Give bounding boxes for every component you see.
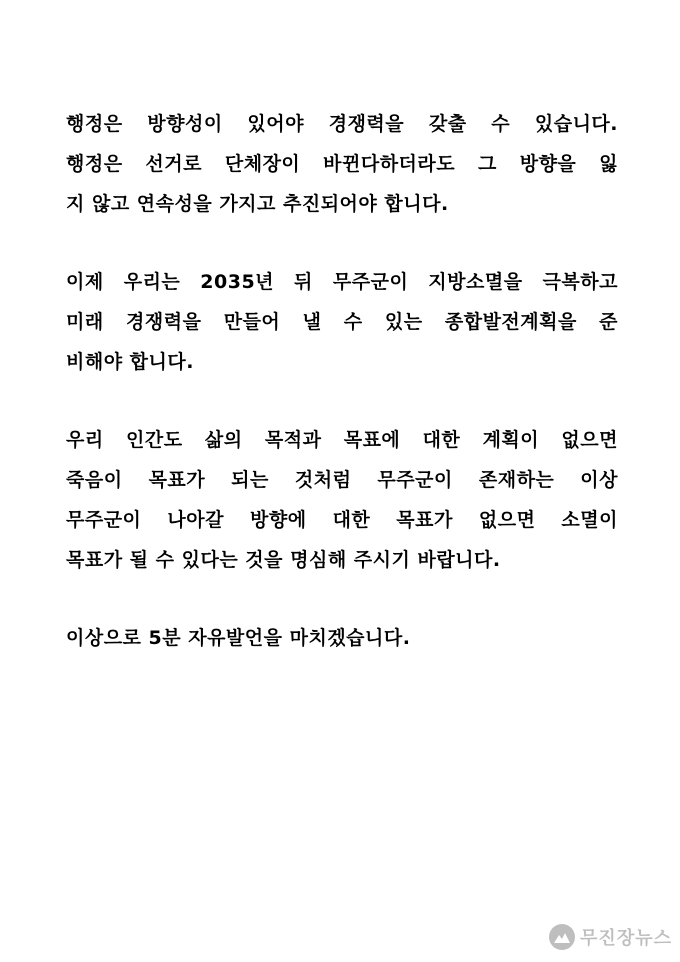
paragraph-line: 목표가 될 수 있다는 것을 명심해 주시기 바랍니다. <box>66 549 501 571</box>
paragraph-1 <box>66 104 618 224</box>
paragraph-gap <box>66 224 618 262</box>
paragraph-line: 미래 경쟁력을 만들어 낼 수 있는 종합발전계획을 준 <box>66 311 618 333</box>
paragraph-line: 죽음이 목표가 되는 것처럼 무주군이 존재하는 이상 <box>66 469 618 491</box>
paragraph-line: 행정은 방향성이 있어야 경쟁력을 갖출 수 있습니다. <box>66 113 618 135</box>
paragraph-line: 지 않고 연속성을 가지고 추진되어야 합니다. <box>66 193 449 215</box>
paragraph-gap <box>66 580 618 618</box>
paragraph-4 <box>66 618 618 658</box>
paragraph-line: 비해야 합니다. <box>66 351 194 373</box>
mountain-logo-icon <box>549 924 575 950</box>
paragraph-line: 이상으로 5분 자유발언을 마치겠습니다. <box>66 627 411 649</box>
watermark-text: 무진장뉴스 <box>580 928 672 949</box>
paragraph-line: 행정은 선거로 단체장이 바뀐다하더라도 그 방향을 잃 <box>66 153 618 175</box>
paragraph-line: 우리 인간도 삶의 목적과 목표에 대한 계획이 없으면 <box>66 429 618 451</box>
watermark <box>549 920 672 954</box>
paragraph-2 <box>66 262 618 382</box>
paragraph-line: 무주군이 나아갈 방향에 대한 목표가 없으면 소멸이 <box>66 509 618 531</box>
speech-body <box>66 104 618 658</box>
paragraph-3 <box>66 420 618 580</box>
paragraph-line: 이제 우리는 2035년 뒤 무주군이 지방소멸을 극복하고 <box>66 271 618 293</box>
paragraph-gap <box>66 382 618 420</box>
